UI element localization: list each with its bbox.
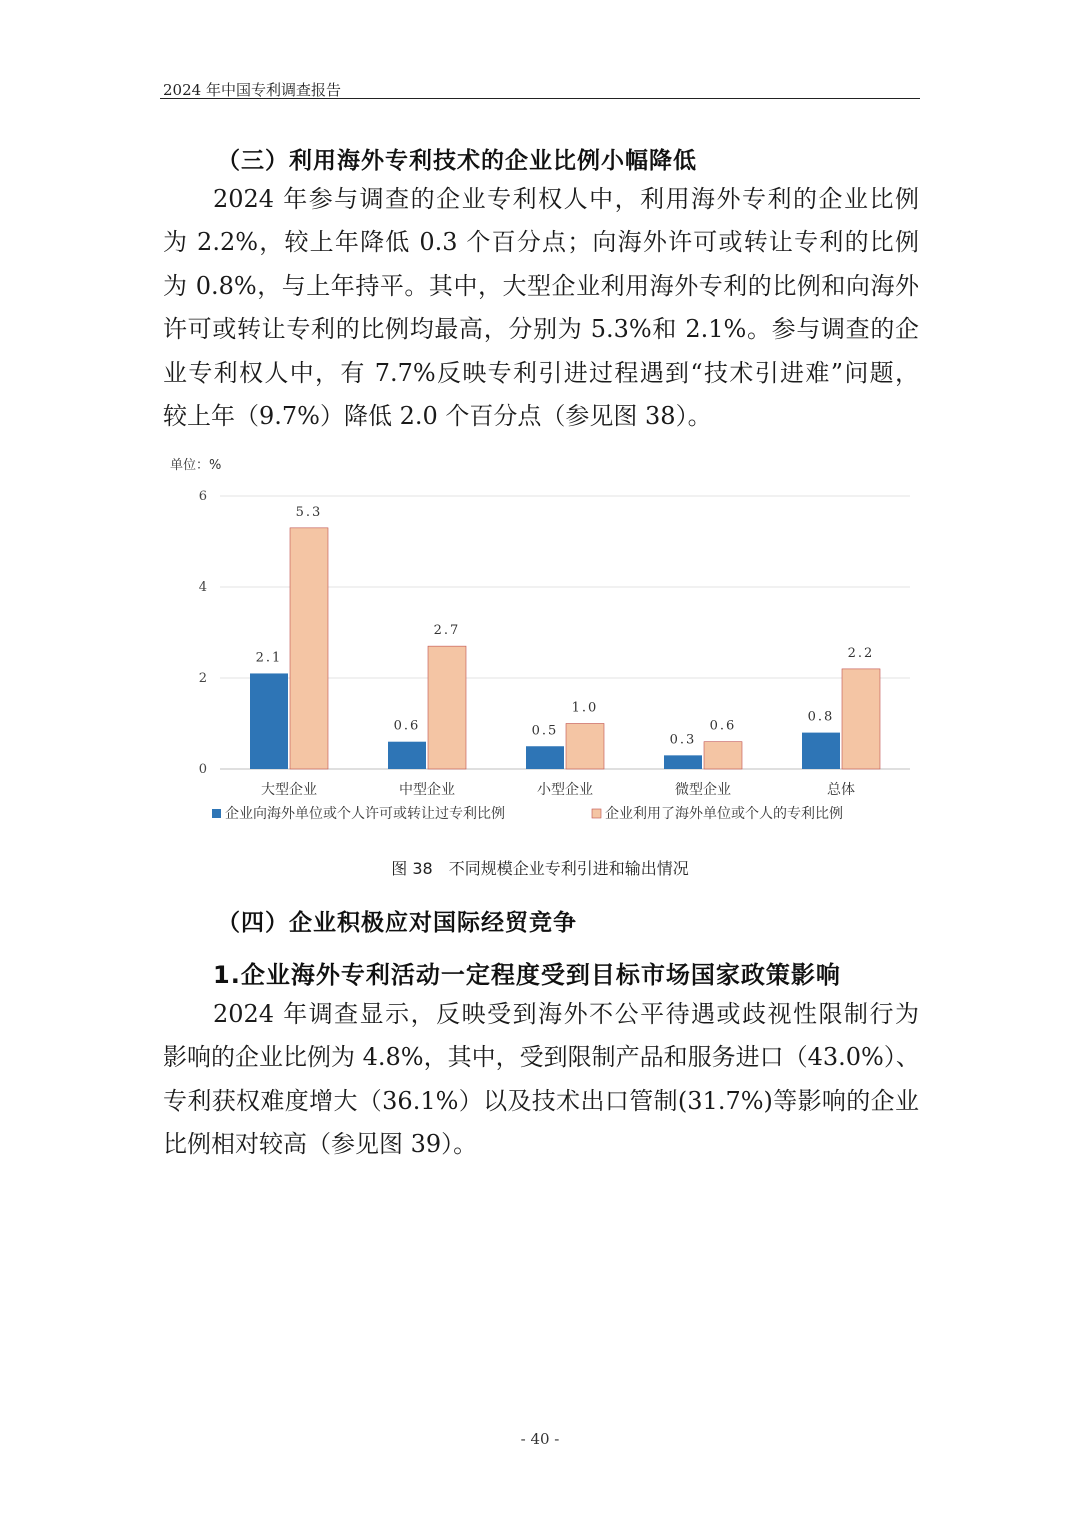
page-header-title: 2024 年中国专利调查报告 [163,81,341,99]
data-label: 0.3 [669,732,697,748]
text-line: 许可或转让专利的比例均最高，分别为 5.3%和 2.1%。参与调查的企 [163,315,919,344]
x-category-label: 中型企业 [399,782,455,798]
bar-use-foreign [428,646,466,769]
text-line: 较上年（9.7%）降低 2.0 个百分点（参见图 38）。 [163,401,712,430]
data-label: 2.2 [847,645,875,661]
bar-chart-svg [160,450,920,840]
section-4-subheading: 1.企业海外专利活动一定程度受到目标市场国家政策影响 [213,961,841,989]
bar-use-foreign [842,669,880,769]
text-line: 专利获权难度增大（36.1%）以及技术出口管制(31.7%)等影响的企业 [163,1086,919,1115]
data-label: 5.3 [295,504,323,520]
data-label: 0.6 [393,718,421,734]
page-number: - 40 - [520,1430,560,1448]
x-category-label: 总体 [827,782,855,798]
bar-license-out [250,673,288,769]
text-line: 业专利权人中，有 7.7%反映专利引进过程遇到“技术引进难”问题， [163,358,919,387]
text-line: 为 0.8%，与上年持平。其中，大型企业利用海外专利的比例和向海外 [163,271,919,300]
x-category-label: 大型企业 [261,782,317,798]
y-tick-label: 2 [198,671,207,686]
x-category-label: 微型企业 [675,782,731,798]
text-line: 2024 年参与调查的企业专利权人中，利用海外专利的企业比例 [213,185,919,213]
legend-label: 企业向海外单位或个人许可或转让过专利比例 [225,806,505,822]
unit-label: 单位：% [170,458,222,473]
bar-use-foreign [704,742,742,769]
legend-swatch [212,809,221,818]
section-4-heading: （四）企业积极应对国际经贸竞争 [217,910,577,936]
figure-38-chart [160,450,920,840]
bar-license-out [664,755,702,769]
text-line: 为 2.2%，较上年降低 0.3 个百分点；向海外许可或转让专利的比例 [163,228,919,257]
data-label: 1.0 [571,700,599,716]
data-label: 0.6 [709,718,737,734]
section-3-heading: （三）利用海外专利技术的企业比例小幅降低 [217,148,697,174]
data-label: 0.5 [531,723,559,739]
section-4-paragraph [163,993,919,1167]
bar-license-out [802,733,840,769]
bar-license-out [526,746,564,769]
data-label: 2.1 [255,650,283,666]
x-category-label: 小型企业 [537,782,593,798]
header-divider [160,98,920,99]
bar-use-foreign [566,724,604,770]
y-tick-label: 6 [198,489,207,504]
figure-caption: 图 38 不同规模企业专利引进和输出情况 [391,859,689,878]
legend-label: 企业利用了海外单位或个人的专利比例 [605,806,843,822]
data-label: 2.7 [433,623,461,639]
text-line: 2024 年调查显示，反映受到海外不公平待遇或歧视性限制行为 [213,1000,919,1028]
bar-license-out [388,742,426,769]
bar-use-foreign [290,528,328,769]
data-label: 0.8 [807,709,835,725]
section-3-paragraph [163,178,919,438]
y-tick-label: 4 [198,580,207,595]
text-line: 比例相对较高（参见图 39）。 [163,1130,478,1159]
legend-swatch [592,809,601,818]
y-tick-label: 0 [198,762,207,777]
text-line: 影响的企业比例为 4.8%，其中，受到限制产品和服务进口（43.0%）、 [163,1043,920,1072]
